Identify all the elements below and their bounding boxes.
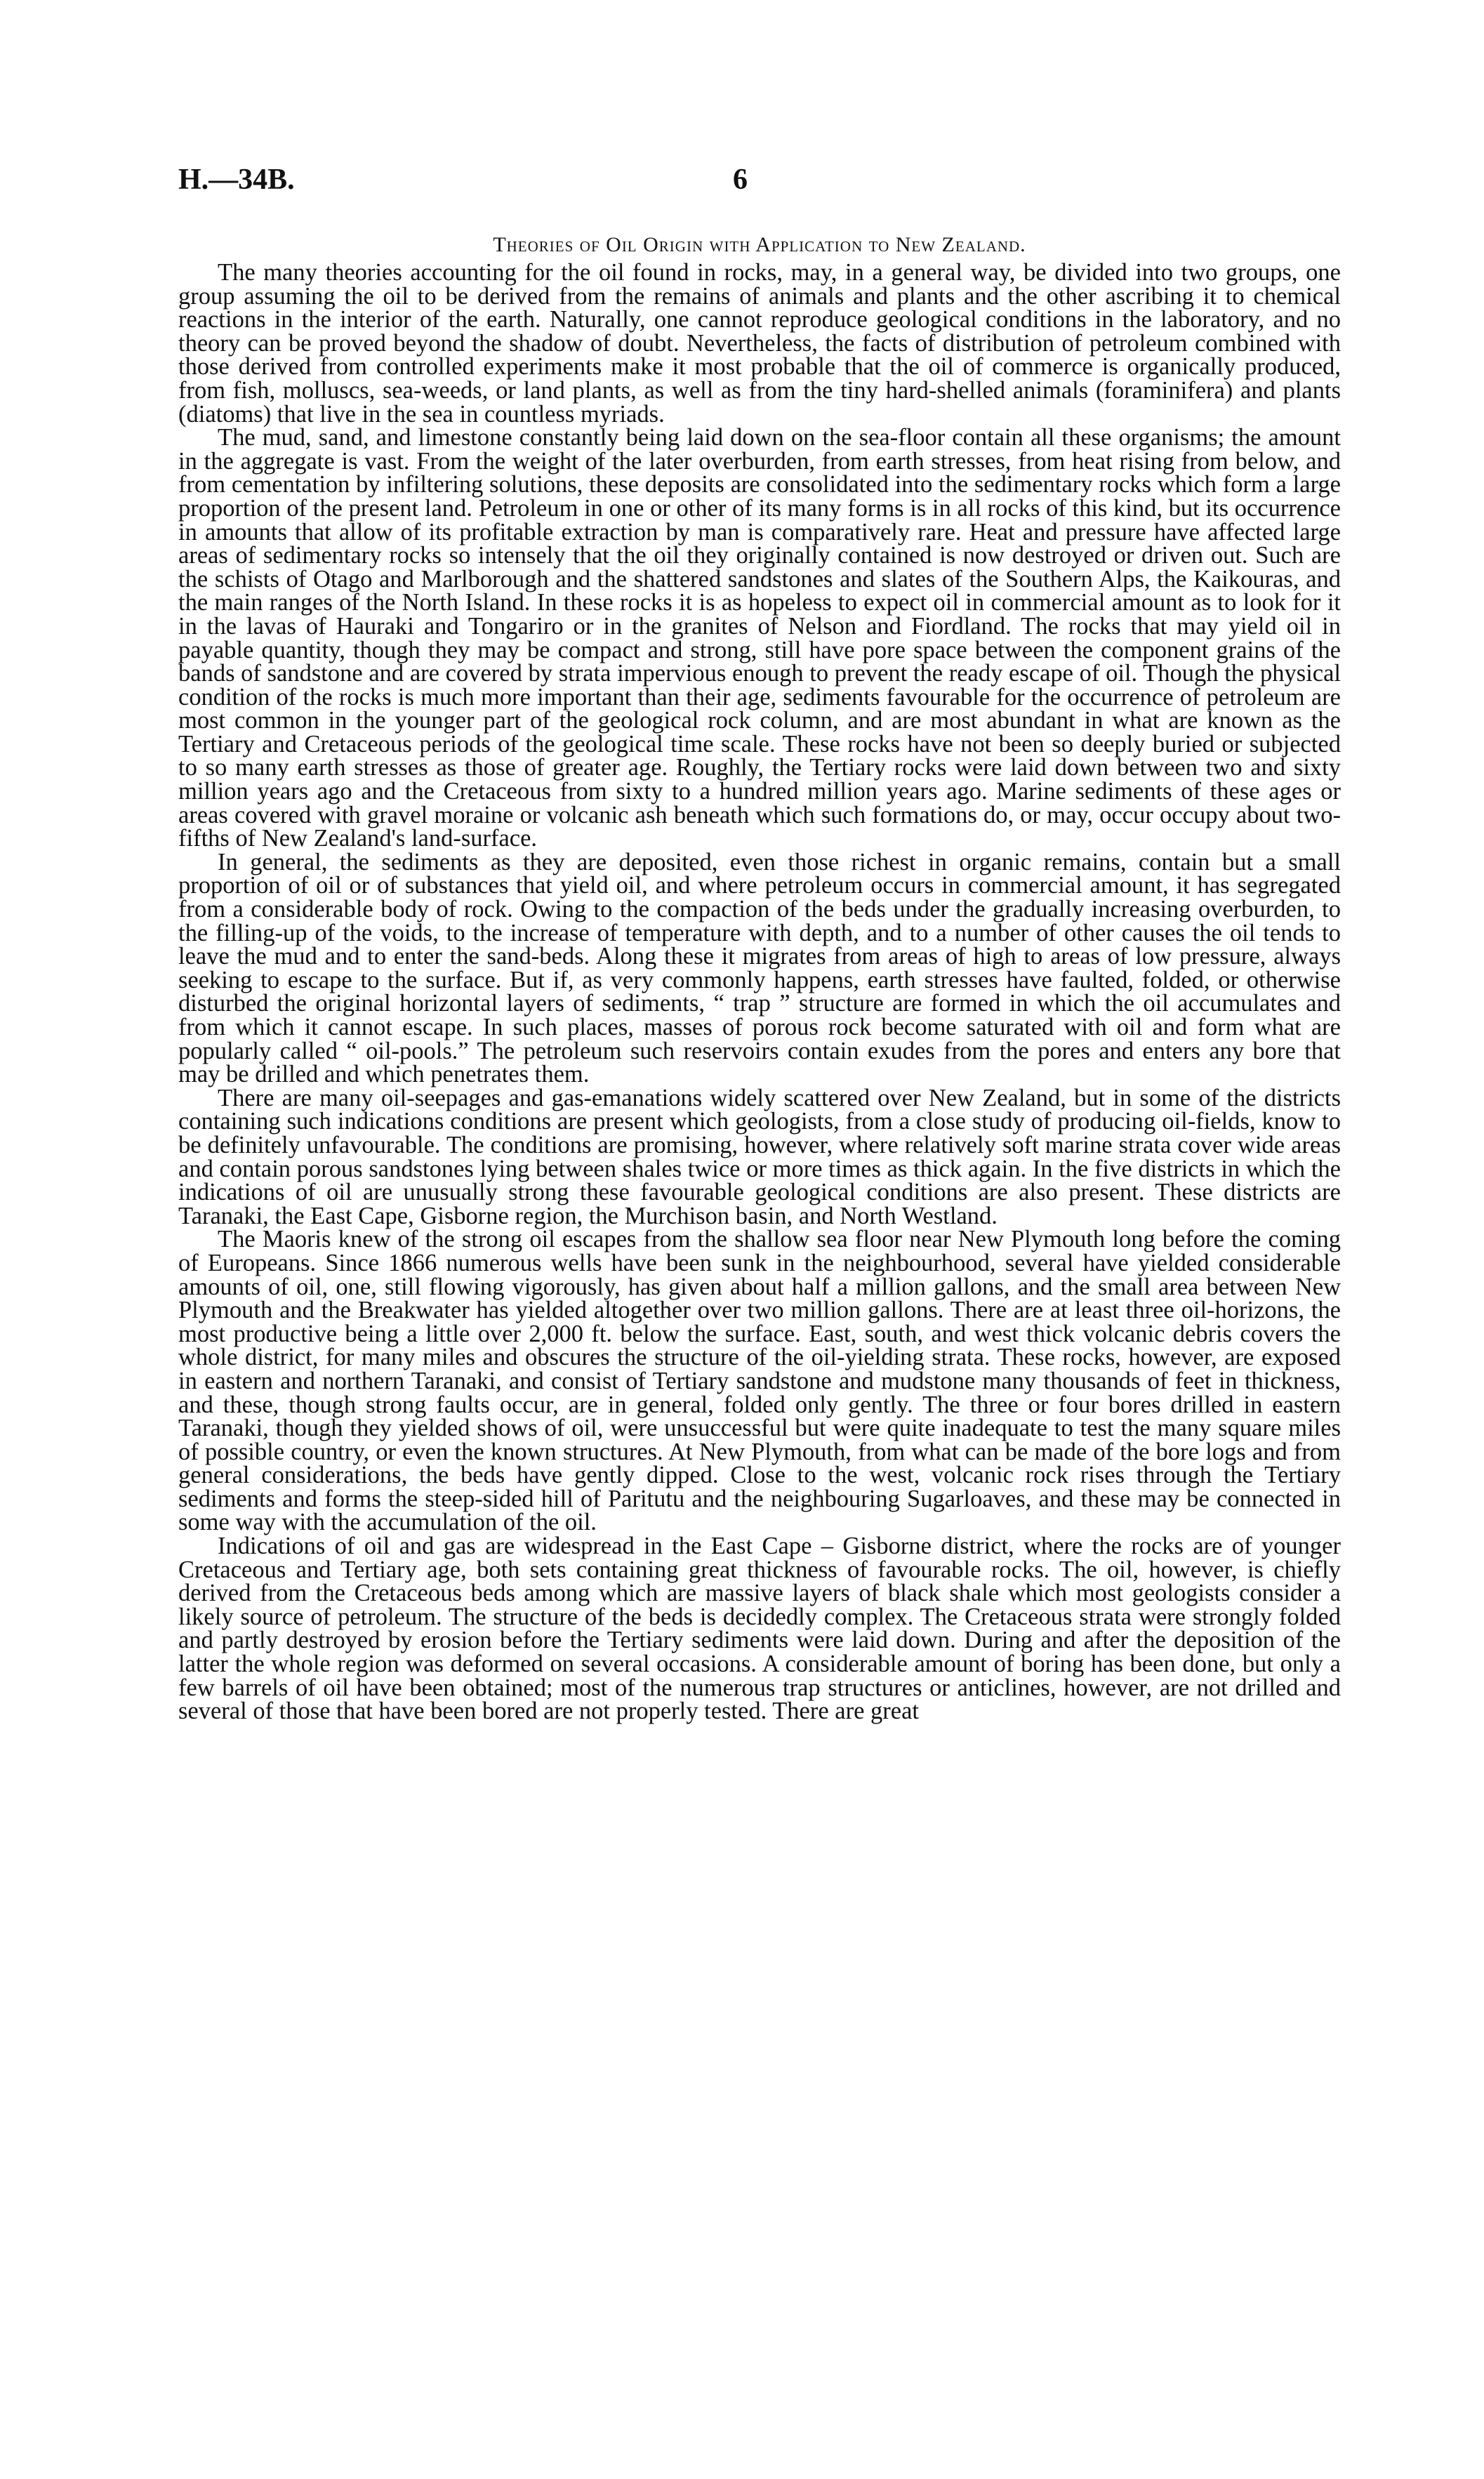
section-title: Theories of Oil Origin with Application to New Zealand.	[493, 233, 1026, 256]
page-header	[178, 163, 1341, 205]
document-page	[178, 163, 1341, 1724]
paragraph: Indications of oil and gas are widespread in the East Cape – Gisborne district, where the rocks are of younger Cretaceous and Tertiary age, both sets containing great thickness of favourable rocks. The oil, however, is chiefly derived from the Cretaceous beds among which are massive layers of black shale which most geologists consider a likely source of petroleum. The structure of the beds is decidedly complex. The Cretaceous strata were strongly folded and partly destroyed by erosion before the Tertiary sediments were laid down. During and after the deposition of the latter the whole region was deformed on several occasions. A considerable amount of boring has been done, but only a few barrels of oil have been obtained; most of the numerous trap structures or anticlines, however, are not drilled and several of those that have been bored are not properly tested. There are great	[178, 1533, 1341, 1725]
document-reference: H.—34B.	[178, 164, 295, 196]
paragraph: The Maoris knew of the strong oil escapes from the shallow sea floor near New Plymouth long before the coming of Europeans. Since 1866 numerous wells have been sunk in the neighbourhood, several have yielded considerable amounts of oil, one, still flowing vigorously, has given about half a million gallons, and the small area between New Plymouth and the Breakwater has yielded altogether over two million gallons. There are at least three oil-horizons, the most productive being a little over 2,000 ft. below the surface. East, south, and west thick volcanic debris covers the whole district, for many miles and obscures the structure of the oil-yielding strata. These rocks, however, are exposed in eastern and northern Taranaki, and consist of Tertiary sandstone and mudstone many thousands of feet in thickness, and these, though strong faults occur, are in general, folded only gently. The three or four bores drilled in eastern Taranaki, though they yielded shows of oil, were unsuccessful but were quite inadequate to test the many square miles of possible country, or even the known structures. At New Plymouth, from what can be made of the bore logs and from general considerations, the beds have gently dipped. Close to the west, volcanic rock rises through the Tertiary sediments and forms the steep-sided hill of Paritutu and the neighbouring Sugarloaves, and these may be connected in some way with the accumulation of the oil.	[178, 1226, 1341, 1536]
paragraph: The many theories accounting for the oil found in rocks, may, in a general way, be divided into two groups, one group assuming the oil to be derived from the remains of animals and plants and the other ascribing it to chemical reactions in the interior of the earth. Naturally, one cannot reproduce geological conditions in the laboratory, and no theory can be proved beyond the shadow of doubt. Nevertheless, the facts of distribution of petroleum combined with those derived from controlled experiments make it most probable that the oil of commerce is organically produced, from fish, molluscs, sea-weeds, or land plants, as well as from the tiny hard-shelled animals (foraminifera) and plants (diatoms) that live in the sea in countless myriads.	[178, 259, 1341, 428]
paragraph: In general, the sediments as they are deposited, even those richest in organic remains, contain but a small proportion of oil or of substances that yield oil, and where petroleum occurs in commercial amount, it has segregated from a considerable body of rock. Owing to the compaction of the beds under the gradually increasing overburden, to the filling-up of the voids, to the increase of temperature with depth, and to a number of other causes the oil tends to leave the mud and to enter the sand-beds. Along these it migrates from areas of high to areas of low pressure, always seeking to escape to the surface. But if, as very commonly happens, earth stresses have faulted, folded, or otherwise disturbed the original horizontal layers of sediments, “ trap ” structure are formed in which the oil accumulates and from which it cannot escape. In such places, masses of porous rock become saturated with oil and form what are popularly called “ oil-pools.” The petroleum such reservoirs contain exudes from the pores and enters any bore that may be drilled and which penetrates them.	[178, 848, 1341, 1088]
page-number: 6	[733, 164, 748, 196]
paragraph: The mud, sand, and limestone constantly being laid down on the sea-floor contain all these organisms; the amount in the aggregate is vast. From the weight of the later overburden, from earth stresses, from heat rising from below, and from cementation by infiltering solutions, these deposits are consolidated into the sedimentary rocks which form a large proportion of the present land. Petroleum in one or other of its many forms is in all rocks of this kind, but its occurrence in amounts that allow of its profitable extraction by man is comparatively rare. Heat and pressure have affected large areas of sedimentary rocks so intensely that the oil they originally contained is now destroyed or driven out. Such are the schists of Otago and Marlborough and the shattered sandstones and slates of the Southern Alps, the Kaikouras, and the main ranges of the North Island. In these rocks it is as hopeless to expect oil in commercial amount as to look for it in the lavas of Hauraki and Tongariro or in the granites of Nelson and Fiordland. The rocks that may yield oil in payable quantity, though they may be compact and strong, still have pore space between the component grains of the bands of sandstone and are covered by strata impervious enough to prevent the ready escape of oil. Though the physical condition of the rocks is much more important than their age, sediments favourable for the occurrence of petroleum are most common in the younger part of the geological rock column, and are most abundant in what are known as the Tertiary and Cretaceous periods of the geological time scale. These rocks have not been so deeply buried or subjected to so many earth stresses as those of greater age. Roughly, the Tertiary rocks were laid down between two and sixty million years ago and the Cretaceous from sixty to a hundred million years ago. Marine sediments of these ages or areas covered with gravel moraine or volcanic ash beneath which such formations do, or may, occur occupy about two-fifths of New Zealand's land-surface.	[178, 424, 1341, 852]
paragraph: There are many oil-seepages and gas-emanations widely scattered over New Zealand, but in some of the districts containing such indications conditions are present which geologists, from a close study of producing oil-fields, know to be definitely unfavourable. The conditions are promising, however, where relatively soft marine strata cover wide areas and contain porous sandstones lying between shales twice or more times as thick again. In the five districts in which the indications of oil are unusually strong these favourable geological conditions are also present. These districts are Taranaki, the East Cape, Gisborne region, the Murchison basin, and North Westland.	[178, 1084, 1341, 1229]
